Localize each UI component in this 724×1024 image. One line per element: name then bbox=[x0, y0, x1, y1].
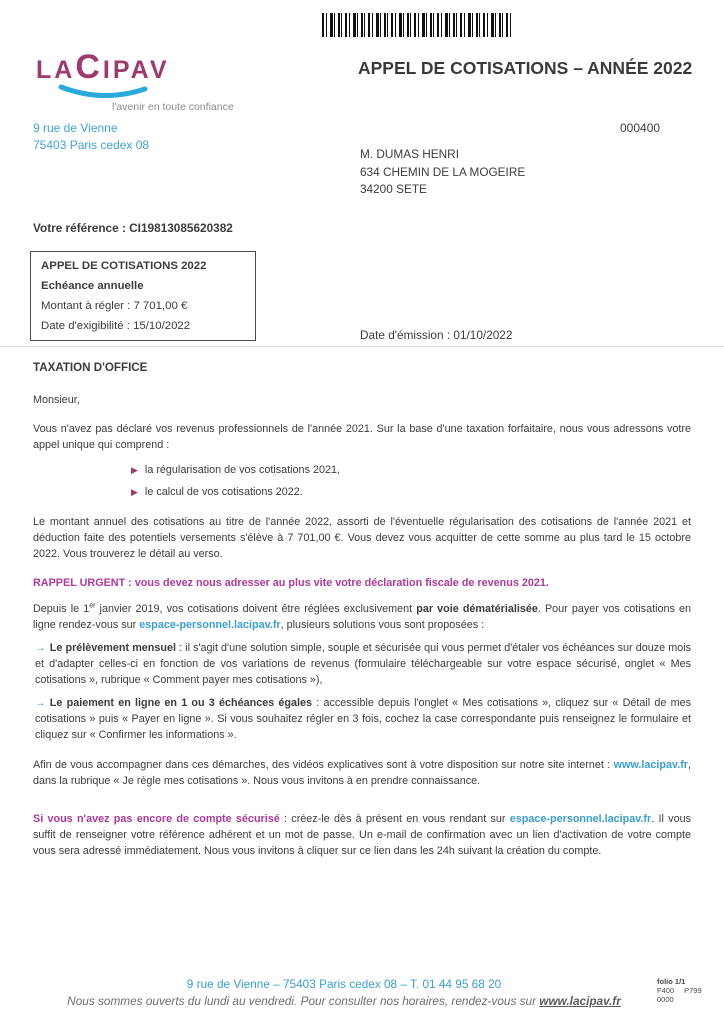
text-run: . Il vous suffit de renseigner votre référence adhérent et un mot de passe. Un e-mail de confirmation avec un lien d'activation de votre compte vous sera adressé immédiatement. Nous vous invitons à cliquer sur ce lien dans les 24h suivant la création du compte. bbox=[33, 813, 691, 857]
summary-box-exigibilite: Date d'exigibilité : 15/10/2022 bbox=[41, 320, 191, 332]
summary-box bbox=[30, 251, 256, 341]
text-run: , dans la rubrique « Je règle mes cotisations ». Nous vous invitons à en prendre connaissance. bbox=[33, 759, 691, 787]
summary-box-echeance: Echéance annuelle bbox=[41, 280, 144, 292]
payment-option-lead: Le paiement en ligne en 1 ou 3 échéances égales bbox=[49, 697, 313, 709]
account-lead: Si vous n'avez pas encore de compte sécurisé bbox=[33, 813, 280, 825]
sender-address bbox=[33, 120, 149, 154]
text-run: Nous sommes ouverts du lundi au vendredi. Pour consulter nos horaires, rendez-vous sur bbox=[67, 994, 540, 1008]
paragraph-intro: Vous n'avez pas déclaré vos revenus professionnels de l'année 2021. Sur la base d'une taxation forfaitaire, nous vous adressons votre appel unique qui comprend : bbox=[33, 423, 691, 451]
list-item bbox=[131, 462, 691, 478]
link-lacipav-site[interactable]: www.lacipav.fr bbox=[613, 759, 688, 771]
sender-address-line2: 75403 Paris cedex 08 bbox=[33, 138, 150, 152]
superscript: er bbox=[89, 602, 96, 610]
footer-website-link[interactable]: www.lacipav.fr bbox=[539, 994, 621, 1008]
recipient-name: M. DUMAS HENRI bbox=[360, 147, 459, 161]
payment-option-monthly bbox=[35, 640, 691, 688]
text-run: janvier 2019, vos cotisations doivent être réglées exclusivement bbox=[95, 603, 417, 615]
summary-box-montant: Montant à régler : 7 701,00 € bbox=[41, 300, 188, 312]
logo-text-ipav: IPAV bbox=[102, 56, 170, 84]
bullet-text: la régularisation de vos cotisations 2021, bbox=[144, 464, 340, 476]
footer-address: 9 rue de Vienne – 75403 Paris cedex 08 – T. 01 44 95 68 20 bbox=[186, 977, 502, 991]
folio-code-left: F400 bbox=[657, 986, 675, 995]
sender-address-line1: 9 rue de Vienne bbox=[33, 121, 118, 135]
salutation: Monsieur, bbox=[33, 394, 80, 406]
link-espace-personnel[interactable]: espace-personnel.lacipav.fr bbox=[139, 619, 281, 631]
document-title: APPEL DE COTISATIONS – ANNÉE 2022 bbox=[358, 58, 693, 78]
paragraph-videos bbox=[33, 757, 691, 789]
folio-codes bbox=[657, 986, 702, 995]
lacipav-logo bbox=[36, 48, 236, 114]
bullet-text: le calcul de vos cotisations 2022. bbox=[144, 486, 303, 498]
logo-wordmark bbox=[36, 48, 236, 86]
mail-code: 000400 bbox=[620, 121, 661, 135]
folio-code-bottom: 0000 bbox=[657, 995, 674, 1004]
footer-hours bbox=[40, 994, 648, 1009]
reference-line: Votre référence : CI19813085620382 bbox=[33, 221, 233, 235]
triangle-bullet-icon: ▶ bbox=[131, 487, 138, 497]
letter-body bbox=[33, 360, 691, 859]
header-divider bbox=[0, 346, 724, 347]
text-run: : il s'agit d'une solution simple, souple et sécurisée qui vous permet d'étaler vos échéances sur douze mois et d'adapter celles-ci en fonction de vos variations de revenus (formulaire téléchargeable sur votre espace sécurisé, onglet « Mes cotisations », rubrique « Comment payer mes cotisations »), bbox=[35, 642, 691, 686]
paragraph-compte bbox=[33, 811, 691, 859]
folio-block bbox=[657, 977, 702, 1004]
text-run: : créez-le dès à présent en vous rendant sur bbox=[279, 813, 510, 825]
payment-option-online bbox=[35, 695, 691, 743]
folio-number: folio 1/1 bbox=[657, 977, 686, 986]
recipient-city: 34200 SETE bbox=[360, 182, 427, 196]
arrow-right-icon: → bbox=[35, 697, 46, 709]
paragraph-depuis bbox=[33, 601, 691, 633]
section-heading: TAXATION D'OFFICE bbox=[33, 361, 148, 374]
folio-code-right: P799 bbox=[684, 986, 702, 995]
text-run: Depuis le 1 bbox=[33, 603, 90, 615]
text-run: . Pour payer vos cotisations en ligne rendez-vous sur bbox=[33, 603, 691, 631]
urgent-reminder: RAPPEL URGENT : vous devez nous adresser au plus vite votre déclaration fiscale de revenus 2021. bbox=[33, 577, 549, 589]
text-run: Afin de vous accompagner dans ces démarches, des vidéos explicatives sont à votre disposition sur notre site internet : bbox=[33, 759, 614, 771]
text-run: , plusieurs solutions vous sont proposées : bbox=[280, 619, 485, 631]
recipient-address bbox=[360, 146, 525, 199]
logo-text-c: C bbox=[75, 48, 103, 86]
triangle-bullet-icon: ▶ bbox=[131, 465, 138, 475]
list-item bbox=[131, 484, 691, 500]
text-run: : accessible depuis l'onglet « Mes cotisations », cliquez sur « Détail de mes cotisations » puis « Payer en ligne ». Si vous souhaitez régler en 3 fois, cochez la case correspondante puis renseignez le formulaire et cliquez sur « Confirmer les informations ». bbox=[35, 697, 692, 741]
summary-box-title: APPEL DE COTISATIONS 2022 bbox=[41, 260, 207, 272]
paragraph-montant: Le montant annuel des cotisations au titre de l'année 2022, assorti de l'éventuelle régularisation des cotisations de l'année 2021 et déduction faite des potentiels versements s'élève à 7 701,00 €. Vous devez vous acquitter de cette somme au plus tard le 15 octobre 2022. Vous trouverez le détail au verso. bbox=[33, 516, 691, 560]
logo-swoosh-icon bbox=[57, 83, 149, 101]
payment-option-lead: Le prélèvement mensuel bbox=[49, 642, 176, 654]
arrow-right-icon: → bbox=[35, 642, 46, 654]
bullet-list bbox=[33, 462, 691, 500]
barcode bbox=[322, 13, 514, 37]
emphasis-text: par voie dématérialisée bbox=[416, 603, 538, 615]
logo-tagline: l'avenir en toute confiance bbox=[112, 101, 234, 113]
emission-date: Date d'émission : 01/10/2022 bbox=[360, 328, 513, 342]
footer bbox=[40, 977, 648, 1009]
logo-text-la: LA bbox=[36, 56, 76, 84]
link-espace-personnel[interactable]: espace-personnel.lacipav.fr bbox=[509, 813, 652, 825]
recipient-street: 634 CHEMIN DE LA MOGEIRE bbox=[360, 164, 526, 179]
